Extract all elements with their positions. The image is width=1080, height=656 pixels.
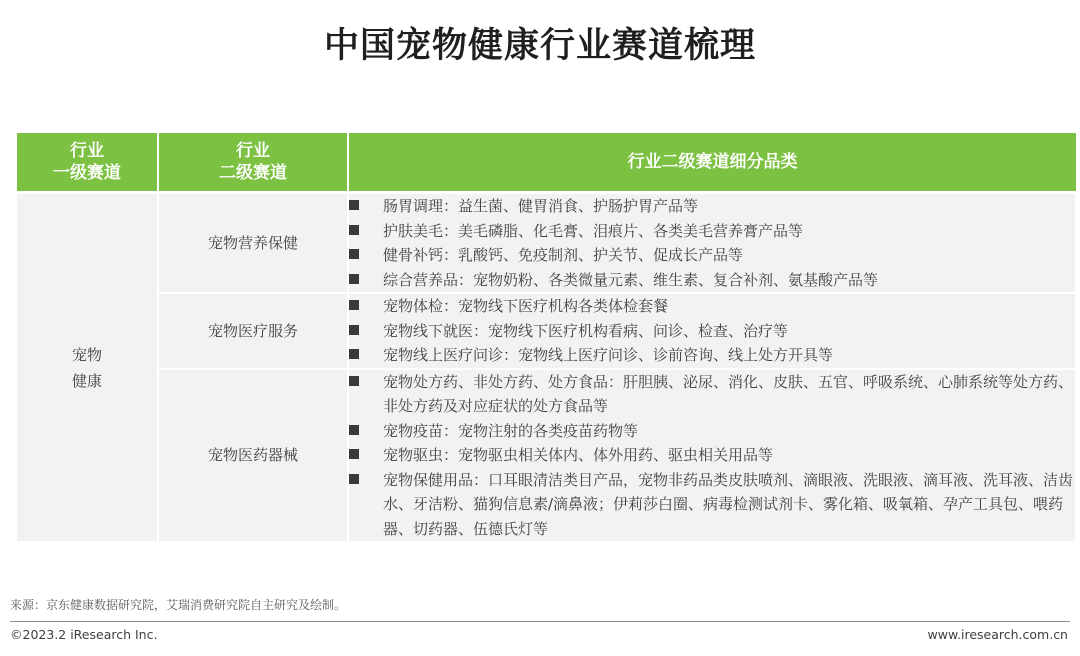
square-bullet-icon: [349, 425, 359, 435]
list-item: [349, 243, 1075, 268]
square-bullet-icon: [349, 249, 359, 259]
square-bullet-icon: [349, 474, 359, 484]
subcategory-cell: [348, 369, 1076, 543]
table-header-row: [17, 133, 1076, 193]
level1-line: 健康: [71, 371, 102, 390]
header-subcategory: 行业二级赛道细分品类: [348, 133, 1076, 193]
page-title: 中国宠物健康行业赛道梳理: [323, 26, 756, 66]
level1-line: 宠物: [71, 345, 102, 364]
header-level2-line: 行业: [236, 141, 270, 161]
list-item-text: 宠物处方药、非处方药、处方食品：肝胆胰、泌尿、消化、皮肤、五官、呼吸系统、心肺系统等处方药、非处方药及对应症状的处方食品等: [383, 372, 1074, 415]
level2-cell: 宠物医药器械: [158, 369, 348, 543]
header-level1: [17, 133, 158, 193]
subcategory-list: [349, 194, 1075, 292]
list-item-text: 护肤美毛：美毛磷脂、化毛膏、泪痕片、各类美毛营养膏产品等: [383, 221, 804, 240]
square-bullet-icon: [349, 349, 359, 359]
list-item-text: 综合营养品：宠物奶粉、各类微量元素、维生素、复合补剂、氨基酸产品等: [383, 270, 879, 289]
table-row: [17, 193, 1076, 294]
square-bullet-icon: [349, 225, 359, 235]
subcategory-list: [349, 294, 1075, 368]
level2-cell: 宠物营养保健: [158, 193, 348, 294]
list-item-text: 健骨补钙：乳酸钙、免疫制剂、护关节、促成长产品等: [383, 246, 744, 264]
list-item: [349, 443, 1075, 468]
list-item: [349, 370, 1075, 419]
subcategory-list: [349, 370, 1075, 542]
square-bullet-icon: [349, 376, 359, 386]
list-item: [349, 294, 1075, 319]
list-item-text: 宠物体检：宠物线下医疗机构各类体检套餐: [383, 297, 669, 315]
source-note: 来源：京东健康数据研究院，艾瑞消费研究院自主研究及绘制。: [10, 598, 347, 612]
website-link[interactable]: www.iresearch.com.cn: [927, 627, 1068, 642]
square-bullet-icon: [349, 300, 359, 310]
list-item-text: 宠物驱虫：宠物驱虫相关体内、体外用药、驱虫相关用品等: [383, 446, 774, 464]
table-row: [17, 293, 1076, 369]
list-item: [349, 419, 1075, 444]
square-bullet-icon: [349, 274, 359, 284]
square-bullet-icon: [349, 325, 359, 335]
copyright-text: ©2023.2 iResearch Inc.: [10, 627, 158, 642]
subcategory-cell: [348, 193, 1076, 294]
header-level2: [158, 133, 348, 193]
header-level2-line: 二级赛道: [219, 163, 287, 183]
header-level1-line: 一级赛道: [53, 163, 121, 183]
list-item-text: 宠物线上医疗问诊：宠物线上医疗问诊、诊前咨询、线上处方开具等: [383, 346, 834, 364]
subcategory-cell: [348, 293, 1076, 369]
footer-divider: [10, 621, 1070, 622]
level1-cell: [17, 193, 158, 543]
list-item: [349, 268, 1075, 293]
square-bullet-icon: [349, 449, 359, 459]
level2-cell: 宠物医疗服务: [158, 293, 348, 369]
pet-health-track-table: [17, 133, 1077, 543]
header-level1-line: 行业: [70, 141, 104, 161]
list-item-text: 宠物保健用品：口耳眼清洁类目产品，宠物非药品类皮肤喷剂、滴眼液、洗眼液、滴耳液、洗耳液、洁齿水、牙洁粉、猫狗信息素/滴鼻液；伊莉莎白圈、病毒检测试剂卡、雾化箱、吸氧箱、孕产工具包、喂药器、切药器、伍德氏灯等: [383, 470, 1074, 538]
list-item: [349, 319, 1075, 344]
list-item-text: 宠物线下就医：宠物线下医疗机构看病、问诊、检查、治疗等: [383, 321, 789, 340]
list-item: [349, 343, 1075, 368]
list-item-text: 肠胃调理：益生菌、健胃消食、护肠护胃产品等: [383, 197, 699, 215]
table-row: [17, 369, 1076, 543]
list-item: [349, 219, 1075, 244]
list-item: [349, 468, 1075, 542]
square-bullet-icon: [349, 200, 359, 210]
list-item: [349, 194, 1075, 219]
list-item-text: 宠物疫苗：宠物注射的各类疫苗药物等: [383, 421, 639, 440]
